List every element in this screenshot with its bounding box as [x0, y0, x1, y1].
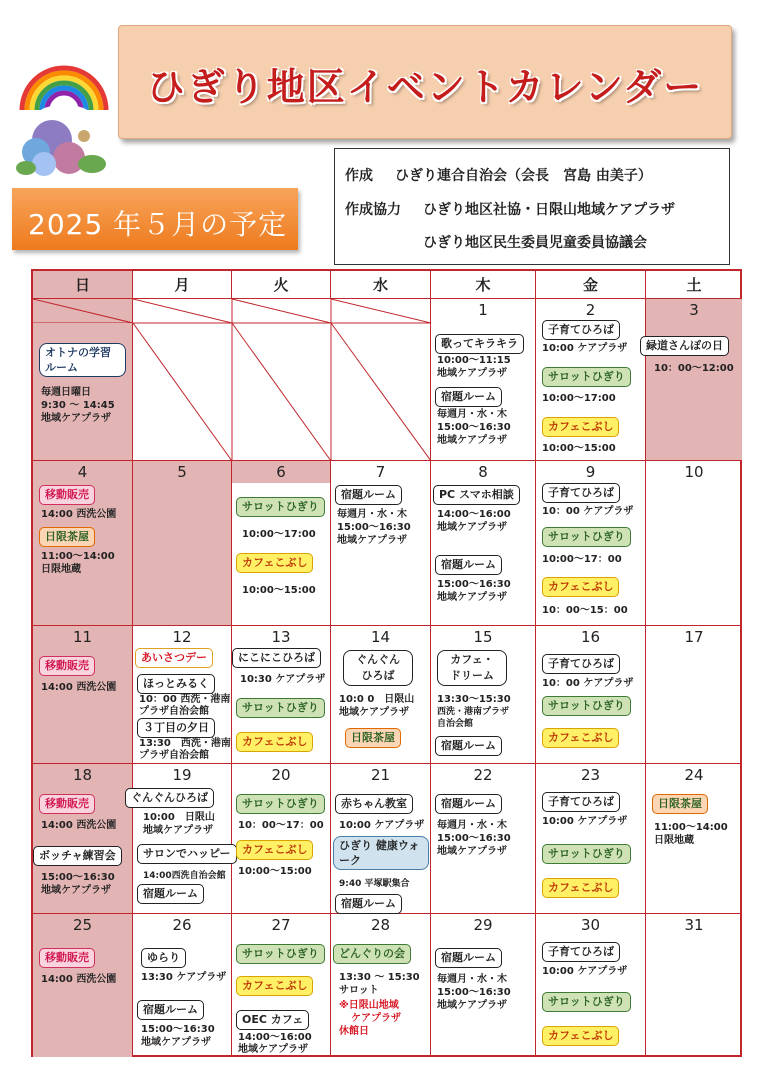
salon-tag: サロットひぎり: [542, 367, 631, 387]
idou-time: 14:00 西洗公園: [41, 974, 117, 985]
otona-place: 地域ケアプラザ: [41, 413, 111, 424]
oec-tag: OEC カフェ: [236, 1010, 309, 1030]
ryokudo-tag: 緑道さんぽの日: [640, 336, 729, 356]
day-number: 17: [684, 628, 704, 646]
rainbow-hydrangea-illustration: [14, 40, 126, 180]
month-badge: [12, 188, 298, 250]
shukudai-days: 毎週月・水・木: [437, 409, 507, 420]
shukudai-tag: 宿題ルーム: [335, 485, 402, 505]
day-number: 7: [375, 463, 386, 481]
salon-time: 10:00～17:00: [242, 529, 316, 540]
credit-line-3: ひぎり地区民生委員児童委員協議会: [423, 235, 647, 251]
salon-time: 10：00～17：00: [238, 820, 324, 831]
day-number: 9: [585, 463, 596, 481]
day-number: 11: [72, 628, 93, 646]
shukudai-place: 地域ケアプラザ: [437, 846, 507, 857]
day-number: 10: [684, 463, 704, 481]
otona-time1: 毎週日曜日: [41, 387, 91, 398]
uta-tag: 歌ってキラキラ: [435, 334, 524, 354]
idou-time: 14:00 西洗公園: [41, 682, 117, 693]
cafe-time: 10:00～15:00: [238, 866, 312, 877]
day-cell-25: [33, 914, 133, 1057]
day-cell-23: [536, 764, 646, 914]
credit-label-1: 作成: [345, 168, 373, 184]
kosodate-time: 10：00 ケアプラザ: [542, 506, 634, 517]
day-cell-31: [646, 914, 742, 1057]
day-cell-14: [331, 626, 431, 764]
event-calendar: [31, 269, 742, 1057]
uta-time: 10:00～11:15: [437, 355, 511, 366]
kosodate-tag: 子育てひろば: [542, 320, 620, 340]
shukudai-tag: 宿題ルーム: [435, 948, 502, 968]
weekday-mon: 月: [133, 271, 232, 299]
month-label: 2025 年５月の予定: [28, 208, 288, 241]
salon-time: 10:00～17：00: [542, 554, 622, 565]
shukudai-place: 地域ケアプラザ: [337, 535, 407, 546]
shukudai-time: 15:00～16:30: [437, 579, 511, 590]
dream-place: 西洗・港南プラザ: [437, 707, 510, 717]
shukudai-time: 15:00～16:30: [141, 1024, 215, 1035]
cafe-time: 10：00～15：00: [542, 605, 628, 616]
gungun-place: 地域ケアプラザ: [339, 707, 409, 718]
day-cell-15: [431, 626, 536, 764]
title-banner: [118, 25, 732, 139]
day-cell-30: [536, 914, 646, 1057]
shukudai-place: 地域ケアプラザ: [437, 435, 507, 446]
day-number: 27: [271, 916, 291, 934]
day-number: 22: [473, 766, 493, 784]
shukudai-tag: 宿題ルーム: [435, 794, 502, 814]
kosodate-tag: 子育てひろば: [542, 942, 620, 962]
weekday-wed: 水: [331, 271, 431, 299]
day-cell-3: [646, 299, 742, 461]
shukudai-time: 15:00～16:30: [437, 833, 511, 844]
day-cell-21: [331, 764, 431, 914]
day-number: 21: [370, 766, 391, 784]
sun-strike: [33, 299, 133, 323]
kosodate-time: 10:00 ケアプラザ: [542, 816, 628, 827]
day-cell-18: [33, 764, 133, 914]
cafe-time: 10:00～15:00: [542, 443, 616, 454]
credit-line-2: ひぎり地区社協・日限山地域ケアプラザ: [423, 202, 675, 218]
day-number: 8: [478, 463, 488, 481]
weekday-sat: 土: [646, 271, 742, 299]
empty-day-strikes: [133, 299, 431, 461]
oec-time: 14:00～16:00: [238, 1032, 312, 1043]
day-cell-7: [331, 461, 431, 626]
shukudai-tag: 宿題ルーム: [137, 1000, 204, 1020]
day-number: 29: [473, 916, 493, 934]
nichigen-place: 日限地蔵: [654, 835, 694, 846]
shukudai-tag: 宿題ルーム: [435, 387, 502, 407]
weekday-tue: 火: [232, 271, 331, 299]
day-cell-13: [232, 626, 331, 764]
nichigen-time: 11:00～14:00: [654, 822, 728, 833]
aisatsu-tag: あいさつデー: [135, 648, 213, 668]
gungun-time: 10:00 日限山: [143, 812, 215, 823]
nichigen-tag: 日限茶屋: [39, 527, 95, 547]
otona-tag: オトナの学習ルーム: [39, 343, 126, 377]
day-number: 2: [585, 301, 596, 319]
cafe-tag: カフェこぶし: [236, 553, 313, 573]
shukudai-time: 15:00～16:30: [437, 987, 511, 998]
credit-label-2: 作成協力: [345, 202, 401, 218]
day-cell-26: [133, 914, 232, 1057]
walk-time: 9:40 平塚駅集合: [339, 879, 410, 889]
shukudai-time: 15:00～16:30: [437, 422, 511, 433]
kosodate-tag: 子育てひろば: [542, 792, 620, 812]
bocchi-place: 地域ケアプラザ: [41, 885, 111, 896]
yurari-time: 13:30 ケアプラザ: [141, 972, 227, 983]
cafe-tag: カフェこぶし: [236, 976, 313, 996]
gungun-tag: ぐんぐんひろば: [125, 788, 214, 808]
nichigen-place: 日限地蔵: [41, 564, 81, 575]
otona-time2: 9:30 ～ 14:45: [41, 400, 115, 411]
bocchi-time: 15:00～16:30: [41, 872, 115, 883]
bocchi-tag: ボッチャ練習会: [33, 846, 122, 866]
donguri-place: サロット: [339, 985, 379, 996]
day-number: 6: [276, 463, 286, 481]
shukudai-tag: 宿題ルーム: [435, 555, 502, 575]
aka-time: 10:00 ケアプラザ: [339, 820, 425, 831]
gungun-tag: ぐんぐん ひろば: [343, 650, 413, 686]
day-number: 30: [580, 916, 601, 934]
day-cell-5: [133, 461, 232, 626]
day-cell-20: [232, 764, 331, 914]
day-number: 26: [172, 916, 192, 934]
aka-tag: 赤ちゃん教室: [335, 794, 413, 814]
salon-tag: サロットひぎり: [236, 794, 325, 814]
salon-tag: サロットひぎり: [236, 944, 325, 964]
shukudai-place: 地域ケアプラザ: [141, 1037, 211, 1048]
salon-tag: サロットひぎり: [542, 527, 631, 547]
idou-tag: 移動販売: [39, 948, 95, 968]
salonhappy-time: 14:00西洗自治会館: [143, 871, 226, 881]
sanchome-time: 13:30 西洗・港南: [139, 738, 231, 749]
salon-time: 10:00～17:00: [542, 393, 616, 404]
day-cell-11: [33, 626, 133, 764]
dream-time: 13:30～15:30: [437, 694, 511, 705]
day-number: 23: [580, 766, 601, 784]
gungun-time: 10:0 0 日限山: [339, 694, 415, 705]
cafe-tag: カフェこぶし: [542, 577, 619, 597]
cafe-tag: カフェこぶし: [542, 417, 619, 437]
kosodate-tag: 子育てひろば: [542, 483, 620, 503]
day-cell-28: [331, 914, 431, 1057]
nichigen-tag: 日限茶屋: [652, 794, 708, 814]
kosodate-time: 10:00 ケアプラザ: [542, 343, 628, 354]
salon-tag: サロットひぎり: [236, 698, 325, 718]
yurari-tag: ゆらり: [141, 948, 186, 968]
day-number: 14: [370, 628, 391, 646]
cafe-tag: カフェこぶし: [236, 840, 313, 860]
day-cell-8: [431, 461, 536, 626]
pc-tag: PC スマホ相談: [433, 485, 520, 505]
day-number: 24: [684, 766, 704, 784]
cafe-tag: カフェこぶし: [542, 728, 619, 748]
credit-line-1: ひぎり連合自治会（会長 宮島 由美子）: [395, 168, 652, 184]
cafedream-tag: カフェ・ ドリーム: [437, 650, 507, 686]
gungun-place: 地域ケアプラザ: [143, 825, 213, 836]
idou-tag: 移動販売: [39, 656, 95, 676]
niko-tag: にこにこひろば: [232, 648, 321, 668]
kosodate-time: 10：00 ケアプラザ: [542, 678, 634, 689]
hotto-time: 10：00 西洗・港南: [139, 694, 231, 705]
salon-tag: サロットひぎり: [236, 497, 325, 517]
day-cell-24: [646, 764, 742, 914]
week1-empty-days: [133, 299, 431, 461]
idou-time: 14:00 西洗公園: [41, 509, 117, 520]
niko-time: 10:30 ケアプラザ: [240, 674, 326, 685]
cafe-tag: カフェこぶし: [542, 878, 619, 898]
salon-tag: サロットひぎり: [542, 992, 631, 1012]
cafe-tag: カフェこぶし: [542, 1026, 619, 1046]
idou-tag: 移動販売: [39, 794, 95, 814]
day-number: 5: [177, 463, 187, 481]
day-cell-9: [536, 461, 646, 626]
idou-time: 14:00 西洗公園: [41, 820, 117, 831]
day-cell-12: [133, 626, 232, 764]
day-cell-10: [646, 461, 742, 626]
closed-note-2: ケアプラザ: [351, 1013, 401, 1024]
day-number: 15: [473, 628, 493, 646]
day-cell-2: [536, 299, 646, 461]
day-number: 13: [271, 628, 291, 646]
day-number: 3: [689, 301, 699, 319]
day-cell-29: [431, 914, 536, 1057]
shukudai-days: 毎週月・水・木: [437, 820, 507, 831]
kosodate-time: 10:00 ケアプラザ: [542, 966, 628, 977]
dream-place2: 自治会館: [437, 719, 474, 729]
pc-place: 地域ケアプラザ: [437, 522, 507, 533]
donguri-time: 13:30 ～ 15:30: [339, 972, 420, 983]
day-cell-27: [232, 914, 331, 1057]
weekday-sun: 日: [33, 271, 133, 299]
cafe-tag: カフェこぶし: [236, 732, 313, 752]
pc-time: 14:00～16:00: [437, 509, 511, 520]
day-cell-6: [232, 461, 331, 626]
day-cell-empty-sun: [33, 299, 133, 461]
day-cell-17: [646, 626, 742, 764]
idou-tag: 移動販売: [39, 485, 95, 505]
shukudai-place: 地域ケアプラザ: [437, 1000, 507, 1011]
day-cell-16: [536, 626, 646, 764]
day-number: 19: [172, 766, 192, 784]
cafe-time: 10:00～15:00: [242, 585, 316, 596]
uta-place: 地域ケアプラザ: [437, 368, 507, 379]
shukudai-tag: 宿題ルーム: [137, 884, 204, 904]
hotto-place: プラザ自治会館: [139, 706, 209, 717]
kosodate-tag: 子育てひろば: [542, 654, 620, 674]
day-number: 20: [271, 766, 291, 784]
donguri-tag: どんぐりの会: [333, 944, 411, 964]
ryokudo-time: 10：00～12:00: [654, 363, 734, 374]
weekday-thu: 木: [431, 271, 536, 299]
hotto-tag: ほっとみるく: [137, 674, 215, 694]
walk-tag: ひぎり 健康ウォーク: [333, 836, 429, 870]
shukudai-tag: 宿題ルーム: [435, 736, 502, 756]
closed-note-3: 休館日: [339, 1026, 369, 1037]
day-number: 18: [72, 766, 93, 784]
closed-note-1: ※日限山地域: [339, 1000, 399, 1011]
day-number: 1: [478, 301, 488, 319]
weekday-fri: 金: [536, 271, 646, 299]
salon-tag: サロットひぎり: [542, 844, 631, 864]
nichigen-tag: 日限茶屋: [345, 728, 401, 748]
day-number: 4: [77, 463, 88, 481]
shukudai-days: 毎週月・水・木: [437, 974, 507, 985]
day-number: 31: [684, 916, 704, 934]
day-number: 16: [580, 628, 601, 646]
page-title: ひぎり地区イベントカレンダー: [146, 65, 704, 109]
shukudai-place: 地域ケアプラザ: [437, 592, 507, 603]
shukudai-time: 15:00～16:30: [337, 522, 411, 533]
sanchome-tag: ３丁目の夕日: [137, 718, 215, 738]
shukudai-days: 毎週月・水・木: [337, 509, 407, 520]
day-number: 12: [172, 628, 192, 646]
oec-place: 地域ケアプラザ: [238, 1044, 308, 1055]
nichigen-time: 11:00～14:00: [41, 551, 115, 562]
salonhappy-tag: サロンでハッピー: [137, 844, 237, 864]
day-cell-19: [133, 764, 232, 914]
day-cell-22: [431, 764, 536, 914]
day-cell-4: [33, 461, 133, 626]
day-number: 25: [72, 916, 93, 934]
credits-box: [334, 148, 730, 265]
sanchome-place: プラザ自治会館: [139, 750, 209, 761]
shukudai-tag: 宿題ルーム: [335, 894, 402, 914]
salon-tag: サロットひぎり: [542, 696, 631, 716]
day-number: 28: [370, 916, 391, 934]
day-cell-1: [431, 299, 536, 461]
